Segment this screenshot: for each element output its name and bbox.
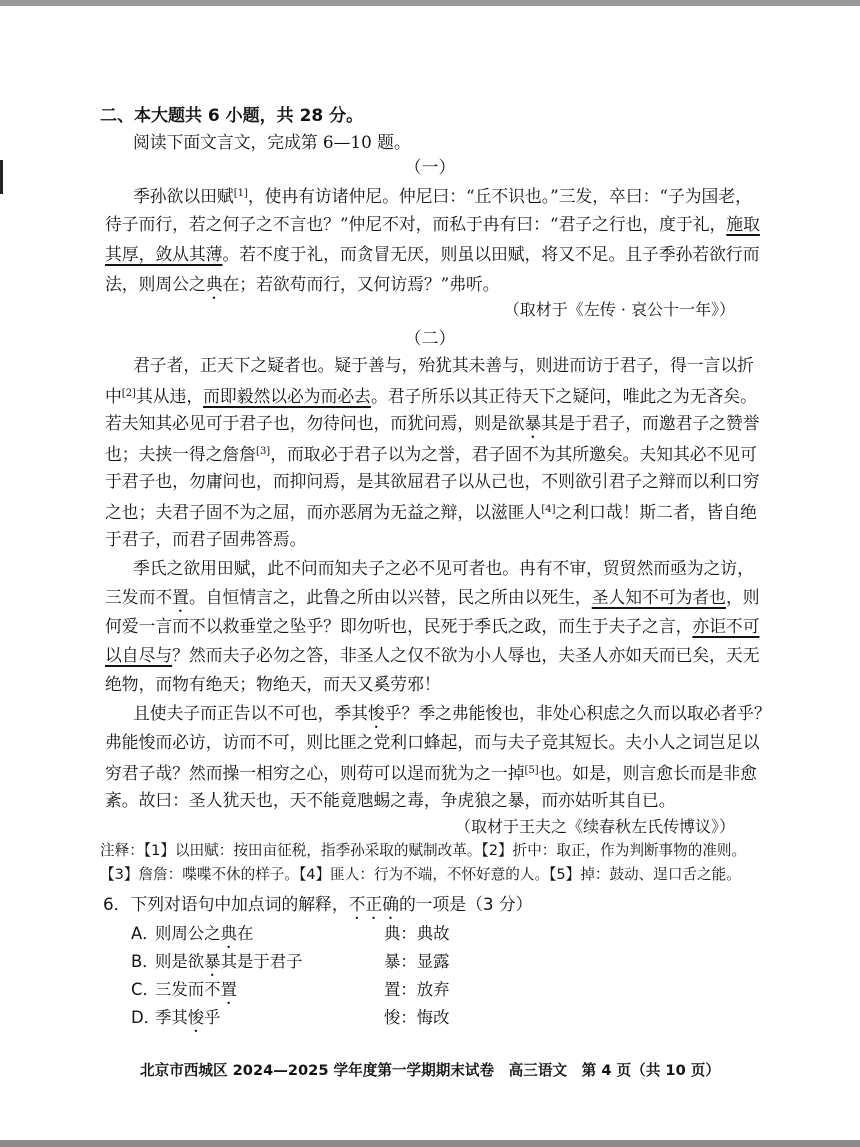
passage2-line: 绝物，而物有绝天；物绝天，而天又奚劳邪！ bbox=[105, 674, 441, 694]
passage2-line: 君子者，正天下之疑者也。疑于善与，殆犹其未善与，则进而访于君子，得一言以折 bbox=[133, 355, 754, 375]
passage2-line: 也；夫挟一得之詹詹[3]，而取必于君子以为之誉，君子固不为其所邀矣。夫知其必不见可 bbox=[105, 444, 757, 464]
option-b-gloss: 暴：显露 bbox=[384, 952, 450, 971]
passage1-line: 季孙欲以田赋[1]，使冉有访诸仲尼。仲尼曰：“丘不识也。”三发，卒曰：“子为国老， bbox=[133, 186, 752, 206]
page-footer: 北京市西城区 2024—2025 学年度第一学期期末试卷 高三语文 第 4 页（共 10 页） bbox=[140, 1062, 720, 1079]
option-b[interactable]: B．则是欲暴其是于君子 bbox=[131, 952, 303, 971]
option-c[interactable]: C．三发而不置 bbox=[131, 980, 237, 999]
option-a[interactable]: A．则周公之典在 bbox=[131, 924, 254, 943]
passage1-line: 其厚，敛从其薄。若不度于礼，而贪冒无厌，则虽以田赋，将又不足。且子季孙若欲行而 bbox=[105, 244, 760, 264]
passage1-line: 法，则周公之典在；若欲苟而行，又何访焉？”弗听。 bbox=[105, 274, 500, 294]
option-d[interactable]: D．季其悛乎 bbox=[131, 1008, 221, 1027]
scan-edge-bottom bbox=[0, 1140, 860, 1147]
passage1-heading: （一） bbox=[404, 158, 456, 178]
passage2-line: 且使夫子而正告以不可也，季其悛乎？季之弗能悛也，非处心积虑之久而以取必者乎？ bbox=[133, 703, 771, 723]
passage2-line: 之也；夫君子固不为之屈，而亦恶屑为无益之辩，以滋匪人[4]之利口哉！斯二者，皆自绝 bbox=[105, 502, 757, 522]
option-c-gloss: 置：放弃 bbox=[384, 980, 450, 999]
section-title: 二、本大题共 6 小题，共 28 分。 bbox=[100, 106, 364, 126]
question-6-stem: 6．下列对语句中加点词的解释，不正确的一项是（3 分） bbox=[103, 894, 533, 914]
passage1-source: （取材于《左传 · 哀公十一年》） bbox=[503, 300, 735, 319]
passage2-line: 紊。故曰：圣人犹天也，天不能竟虺蜴之毒，争虎狼之暴，而亦姑听其自已。 bbox=[105, 790, 676, 810]
passage2-line: 若夫知其必见可于君子也，勿待问也，而犹问焉，则是欲暴其是于君子，而邀君子之赞誉 bbox=[105, 413, 760, 433]
footnotes-line: 注释：【1】以田赋：按田亩征税，指季孙采取的赋制改革。【2】折中：取正，作为判断事物的准则。 bbox=[100, 842, 747, 859]
scan-edge-top bbox=[0, 0, 860, 6]
passage2-line: 何爱一言而不以救垂堂之坠乎？即勿听也，民死于季氏之政，而生于夫子之言，亦讵不可 bbox=[105, 616, 760, 636]
passage2-line: 以自尽与？然而夫子必勿之答，非圣人之仅不欲为小人辱也，夫圣人亦如天而已矣，天无 bbox=[105, 645, 760, 665]
passage2-line: 弗能悛而必访，访而不可，则比匪之党利口蜂起，而与夫子竞其短长。夫小人之词岂足以 bbox=[105, 732, 760, 752]
passage2-line: 季氏之欲用田赋，此不问而知夫子之必不见可者也。冉有不审，贸贸然而亟为之访， bbox=[133, 558, 754, 578]
passage2-line: 于君子，而君子固弗答焉。 bbox=[105, 529, 307, 549]
passage2-line: 三发而不置。自恒情言之，此鲁之所由以兴替，民之所由以死生，圣人知不可为者也，则 bbox=[105, 587, 760, 607]
passage2-line: 中[2]其从违，而即毅然以必为而必去。君子所乐以其正待天下之疑问，唯此之为无吝矣。 bbox=[105, 386, 757, 406]
footnotes-line: 【3】詹詹：喋喋不休的样子。【4】匪人：行为不端，不怀好意的人。【5】掉：鼓动、逞口舌之能。 bbox=[100, 866, 741, 883]
passage2-heading: （二） bbox=[404, 329, 456, 349]
passage1-line: 待子而行，若之何子之不言也？”仲尼不对，而私于冉有曰：“君子之行也，度于礼，施取 bbox=[105, 214, 760, 234]
option-a-gloss: 典：典故 bbox=[384, 924, 450, 943]
section-instruction: 阅读下面文言文，完成第 6—10 题。 bbox=[133, 132, 411, 152]
option-d-gloss: 悛：悔改 bbox=[384, 1008, 450, 1027]
passage2-line: 穷君子哉？然而操一相穷之心，则苟可以逞而犹为之一掉[5]也。如是，则言愈长而是非愈 bbox=[105, 763, 757, 783]
passage2-source: （取材于王夫之《续春秋左氏传博议》） bbox=[454, 817, 735, 836]
passage2-line: 于君子也，勿庸问也，而抑问焉，是其欲屈君子以从己也，不则欲引君子之辩而以利口穷 bbox=[105, 471, 760, 491]
